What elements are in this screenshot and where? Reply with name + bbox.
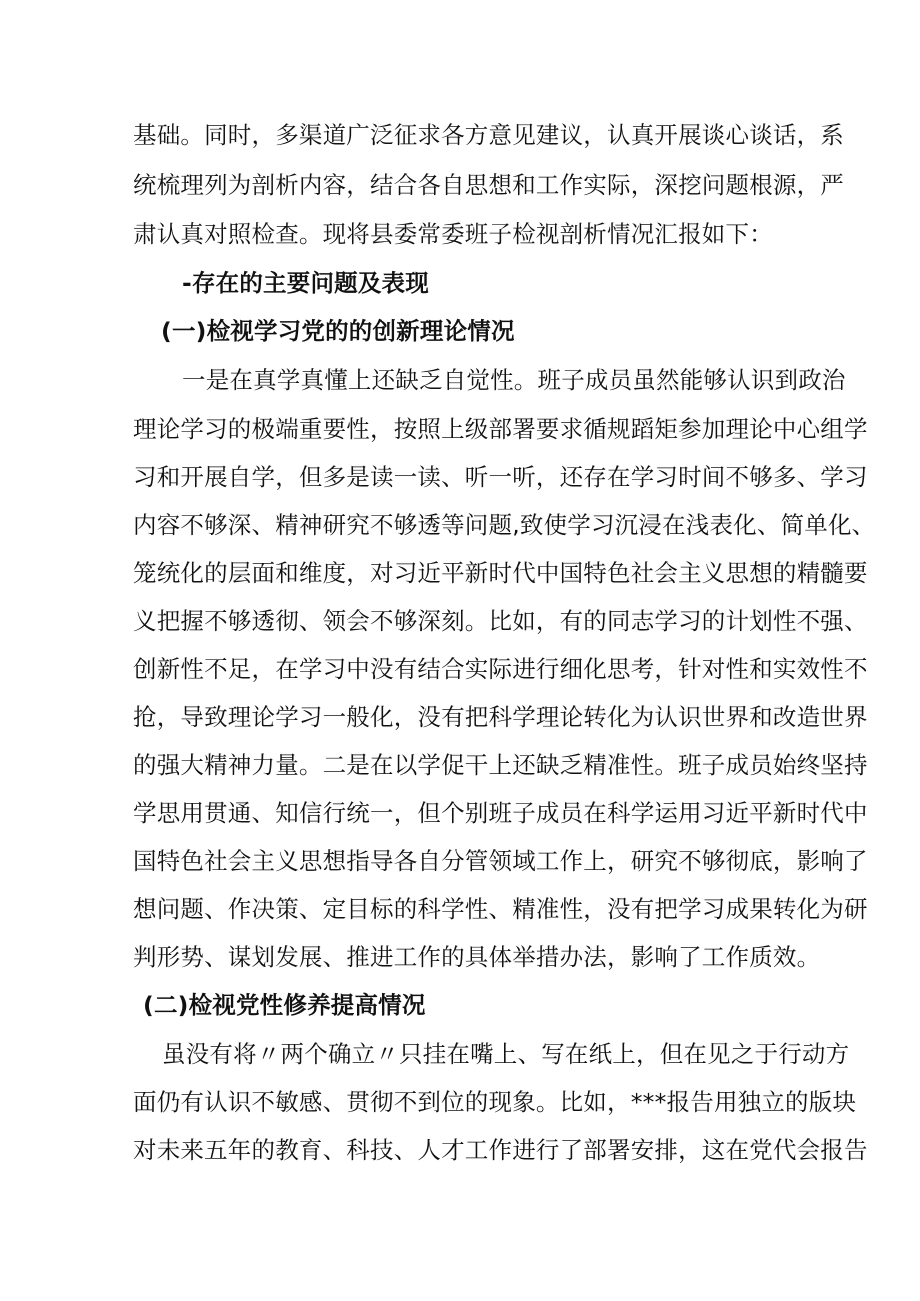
paragraph-line: 对未来五年的教育、科技、人才工作进行了部署安排，这在党代会报告 <box>133 1136 868 1164</box>
paragraph-line: 虽没有将〃两个确立〃只挂在嘴上、写在纸上，但在见之于行动方 <box>162 1040 850 1068</box>
paragraph-line: 义把握不够透彻、领会不够深刻。比如，有的同志学习的计划性不强、 <box>133 607 868 635</box>
intro-line-2: 统梳理列为剖析内容，结合各自思想和工作实际，深挖问题根源，严 <box>133 171 844 199</box>
paragraph-line: 创新性不足，在学习中没有结合实际进行细化思考，针对性和实效性不 <box>133 655 868 683</box>
intro-line-3: 肃认真对照检查。现将县委常委班子检视剖析情况汇报如下： <box>133 220 773 248</box>
paragraph-line: 理论学习的极端重要性，按照上级部署要求循规蹈矩参加理论中心组学 <box>133 415 868 443</box>
paragraph-line: 抢，导致理论学习一般化，没有把科学理论转化为认识世界和改造世界 <box>133 703 868 731</box>
paragraph-line: 习和开展自学，但多是读一读、听一听，还存在学习时间不够多、学习 <box>133 463 868 491</box>
subsection-2-heading: (二)检视党性修养提高情况 <box>143 991 426 1019</box>
subsection-1-heading: (一)检视学习党的的创新理论情况 <box>161 317 515 345</box>
paragraph-line: 一是在真学真懂上还缺乏自觉性。班子成员虽然能够认识到政治 <box>182 366 846 394</box>
paragraph-line: 笼统化的层面和维度，对习近平新时代中国特色社会主义思想的精髓要 <box>133 559 868 587</box>
paragraph-line: 想问题、作决策、定目标的科学性、精准性，没有把学习成果转化为研 <box>133 895 868 923</box>
paragraph-line: 内容不够深、精神研究不够透等问题,致使学习沉浸在浅表化、简单化、 <box>133 511 876 539</box>
paragraph-line: 面仍有认识不敏感、贯彻不到位的现象。比如，***报告用独立的版块 <box>133 1088 857 1116</box>
paragraph-line: 判形势、谋划发展、推进工作的具体举措办法，影响了工作质效。 <box>133 943 821 971</box>
section-heading: -存在的主要问题及表现 <box>182 269 429 297</box>
paragraph-line: 学思用贯通、知信行统一，但个别班子成员在科学运用习近平新时代中 <box>133 799 868 827</box>
paragraph-line: 的强大精神力量。二是在以学促干上还缺乏精准性。班子成员始终坚持 <box>133 751 868 779</box>
paragraph-line: 国特色社会主义思想指导各自分管领域工作上，研究不够彻底，影响了 <box>133 847 868 875</box>
intro-line-1: 基础。同时，多渠道广泛征求各方意见建议，认真开展谈心谈话，系 <box>133 121 844 149</box>
